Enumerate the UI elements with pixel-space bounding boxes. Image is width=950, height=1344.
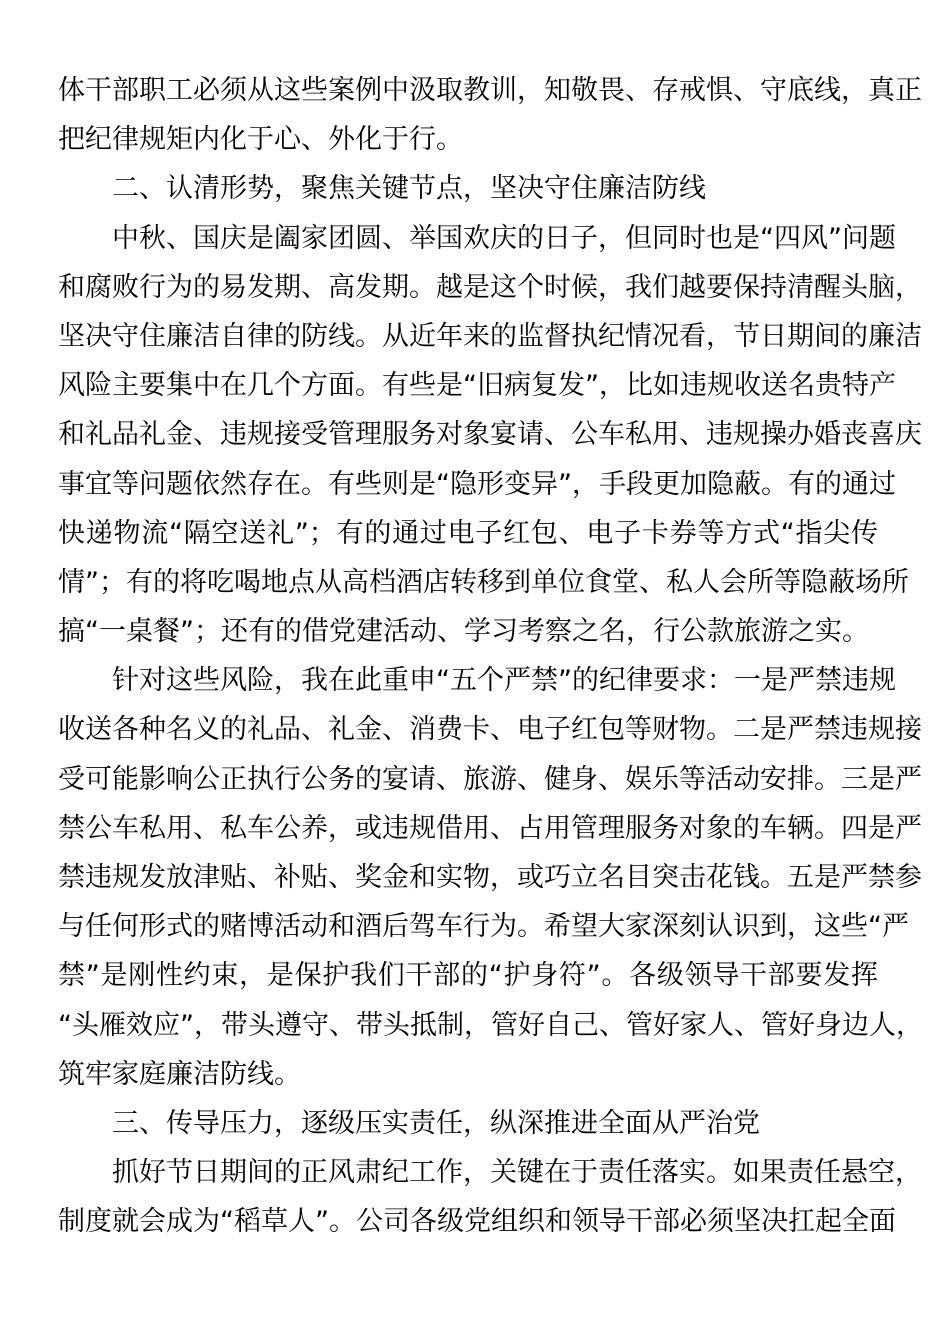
text-line-2: 把纪律规矩内化于心、外化于行。 bbox=[58, 124, 463, 156]
text-line-11: 情”；有的将吃喝地点从高档酒店转移到单位食堂、私人会所等隐蔽场所 bbox=[58, 566, 909, 598]
text-line-12: 搞“一桌餐”；还有的借党建活动、学习考察之名，行公款旅游之实。 bbox=[58, 616, 869, 648]
text-line-8: 和礼品礼金、违规接受管理服务对象宴请、公车私用、违规操办婚丧喜庆 bbox=[58, 419, 922, 451]
document-page bbox=[58, 66, 923, 1247]
text-line-21: 筑牢家庭廉洁防线。 bbox=[58, 1058, 301, 1090]
section-heading-3: 三、传导压力，逐级压实责任，纵深推进全面从严治党 bbox=[112, 1107, 760, 1139]
text-line-18: 与任何形式的赌博活动和酒后驾车行为。希望大家深刻认识到，这些“严 bbox=[58, 911, 909, 943]
text-line-15: 受可能影响公正执行公务的宴请、旅游、健身、娱乐等活动安排。三是严 bbox=[58, 763, 922, 795]
text-line-10: 快递物流“隔空送礼”；有的通过电子红包、电子卡券等方式“指尖传 bbox=[58, 517, 878, 549]
text-line-13: 针对这些风险，我在此重申“五个严禁”的纪律要求：一是严禁违规 bbox=[112, 665, 896, 697]
text-line-19: 禁”是刚性约束，是保护我们干部的“护身符”。各级领导干部要发挥 bbox=[58, 960, 878, 992]
text-line-17: 禁违规发放津贴、补贴、奖金和实物，或巧立名目突击花钱。五是严禁参 bbox=[58, 862, 922, 893]
text-line-16: 禁公车私用、私车公养，或违规借用、占用管理服务对象的车辆。四是严 bbox=[58, 812, 922, 844]
text-line-24: 制度就会成为“稻草人”。公司各级党组织和领导干部必须坚决扛起全面 bbox=[58, 1206, 896, 1238]
text-line-14: 收送各种名义的礼品、礼金、消费卡、电子红包等财物。二是严禁违规接 bbox=[58, 714, 922, 746]
text-line-4: 中秋、国庆是阖家团圆、举国欢庆的日子，但同时也是“四风”问题 bbox=[112, 222, 896, 254]
section-heading-2: 二、认清形势，聚焦关键节点，坚决守住廉洁防线 bbox=[112, 173, 706, 205]
text-line-23: 抓好节日期间的正风肃纪工作，关键在于责任落实。如果责任悬空， bbox=[112, 1157, 922, 1189]
text-line-5: 和腐败行为的易发期、高发期。越是这个时候，我们越要保持清醒头脑， bbox=[58, 271, 922, 303]
text-line-9: 事宜等问题依然存在。有些则是“隐形变异”，手段更加隐蔽。有的通过 bbox=[58, 468, 896, 500]
text-line-20: “头雁效应”，带头遵守、带头抵制，管好自己、管好家人、管好身边人， bbox=[58, 1009, 923, 1041]
text-line-1: 体干部职工必须从这些案例中汲取教训，知敬畏、存戒惧、守底线，真正 bbox=[58, 75, 922, 106]
text-line-7: 风险主要集中在几个方面。有些是“旧病复发”，比如违规收送名贵特产 bbox=[58, 370, 896, 402]
text-line-6: 坚决守住廉洁自律的防线。从近年来的监督执纪情况看，节日期间的廉洁 bbox=[58, 320, 922, 352]
